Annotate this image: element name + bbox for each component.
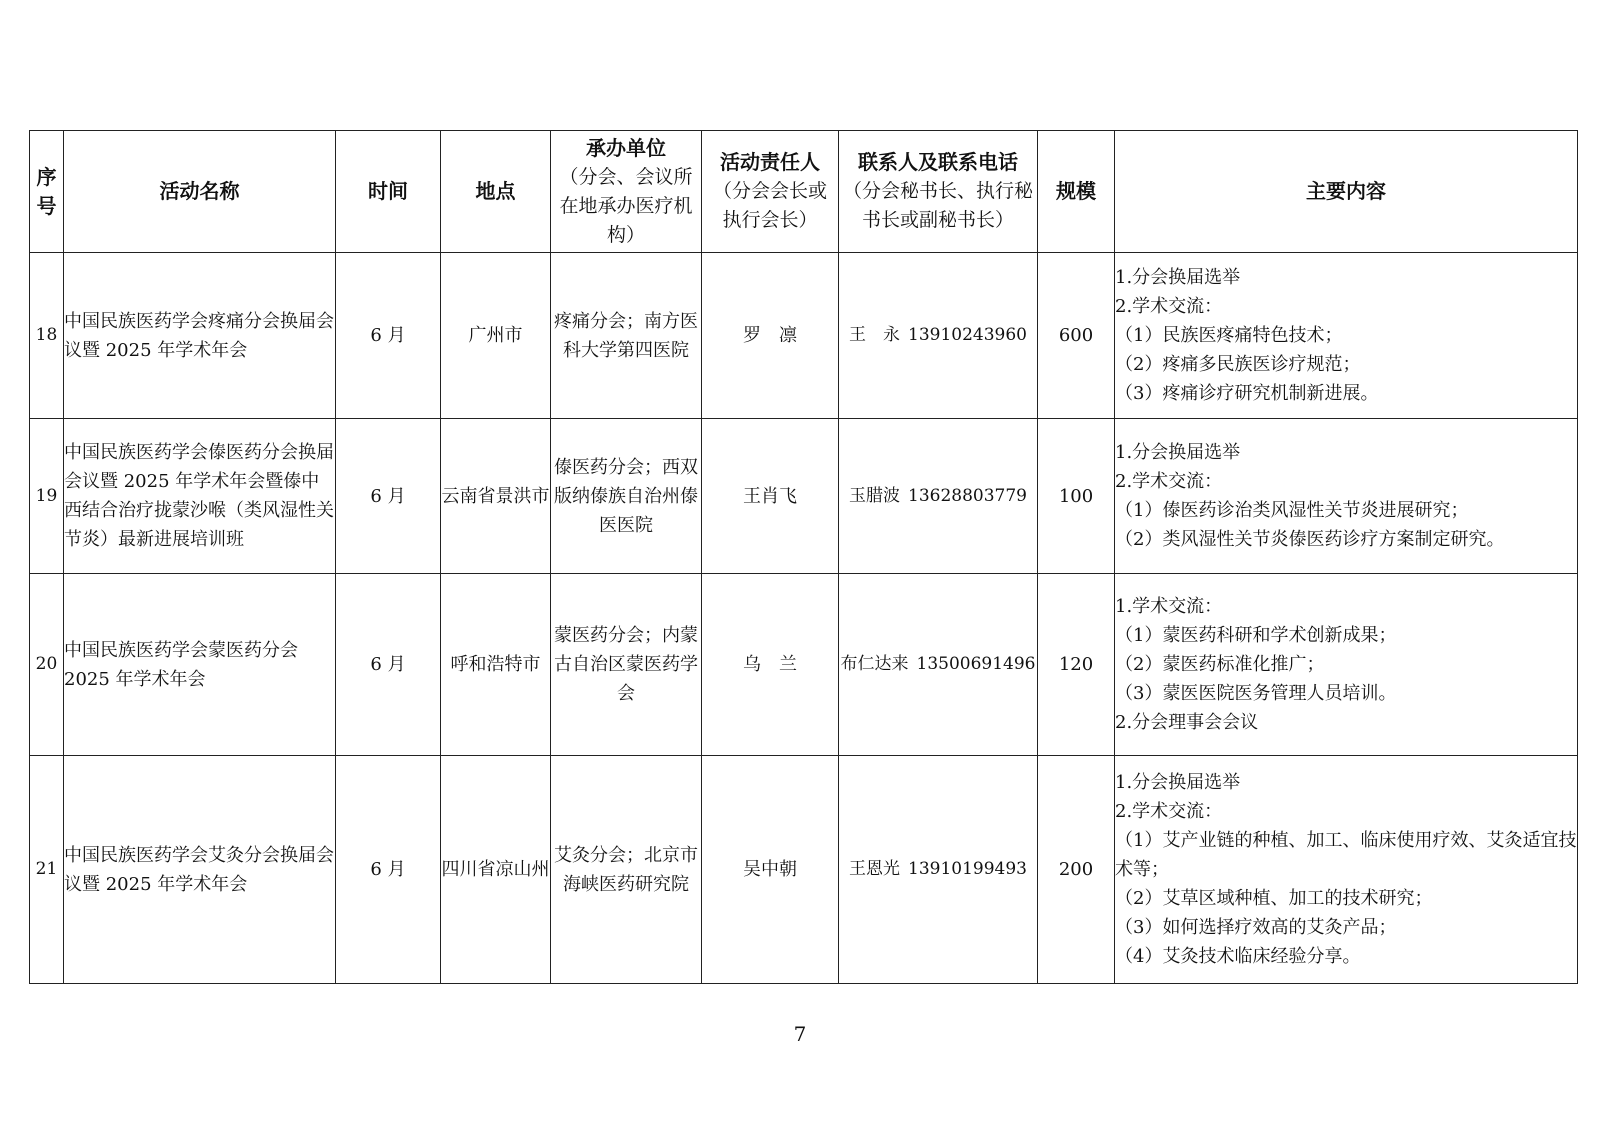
- row-number: 20: [30, 574, 64, 756]
- header-contact-title: 联系人及联系电话: [858, 150, 1018, 174]
- header-content: 主要内容: [1115, 131, 1578, 253]
- content-line: 1.学术交流：: [1115, 596, 1223, 617]
- contact-info: [839, 574, 1038, 756]
- content-line: （3）如何选择疗效高的艾灸产品；: [1115, 917, 1397, 938]
- page-number: 7: [793, 1022, 807, 1046]
- contact-name: 王 永: [849, 325, 900, 345]
- activity-place: 呼和浩特市: [441, 574, 551, 756]
- responsible-person: 乌 兰: [702, 574, 839, 756]
- header-place: 地点: [441, 131, 551, 253]
- header-contact: [839, 131, 1038, 253]
- activity-time: 6 月: [336, 253, 441, 419]
- activity-place: 四川省凉山州: [441, 756, 551, 984]
- activity-time: 6 月: [336, 756, 441, 984]
- content-line: （1）艾产业链的种植、加工、临床使用疗效、艾灸适宜技术等；: [1115, 830, 1577, 880]
- content-line: （1）蒙医药科研和学术创新成果；: [1115, 625, 1397, 646]
- activity-scale: 200: [1038, 756, 1115, 984]
- activity-time: 6 月: [336, 574, 441, 756]
- header-leader-title: 活动责任人: [720, 150, 820, 174]
- main-content: [1115, 756, 1578, 984]
- header-name: 活动名称: [64, 131, 336, 253]
- header-row: [30, 131, 1578, 253]
- table-row: [30, 253, 1578, 419]
- responsible-person: 王肖飞: [702, 419, 839, 574]
- content-line: （2）类风湿性关节炎傣医药诊疗方案制定研究。: [1115, 529, 1505, 550]
- content-line: 2.学术交流：: [1115, 801, 1223, 822]
- responsible-person: 罗 凛: [702, 253, 839, 419]
- main-content: [1115, 419, 1578, 574]
- row-number: 18: [30, 253, 64, 419]
- activity-name: 中国民族医药学会蒙医药分会 2025 年学术年会: [64, 574, 336, 756]
- header-leader: [702, 131, 839, 253]
- contact-phone: 13500691496: [916, 654, 1036, 674]
- activity-name: 中国民族医药学会疼痛分会换届会议暨 2025 年学术年会: [64, 253, 336, 419]
- activity-time: 6 月: [336, 419, 441, 574]
- content-line: 1.分会换届选举: [1115, 442, 1241, 463]
- activity-scale: 100: [1038, 419, 1115, 574]
- activity-scale: 600: [1038, 253, 1115, 419]
- activity-place: 广州市: [441, 253, 551, 419]
- activity-name: 中国民族医药学会傣医药分会换届会议暨 2025 年学术年会暨傣中西结合治疗拢蒙沙喉（类风湿性关节炎）最新进展培训班: [64, 419, 336, 574]
- header-leader-note: （分会会长或执行会长）: [712, 180, 827, 231]
- content-line: （3）蒙医医院医务管理人员培训。: [1115, 683, 1397, 704]
- document-page: [29, 130, 1577, 984]
- contact-info: [839, 756, 1038, 984]
- host-organization: 艾灸分会；北京市海峡医药研究院: [551, 756, 702, 984]
- host-organization: 傣医药分会；西双版纳傣族自治州傣医医院: [551, 419, 702, 574]
- header-contact-note: （分会秘书长、执行秘书长或副秘书长）: [843, 180, 1034, 231]
- content-line: （3）疼痛诊疗研究机制新进展。: [1115, 383, 1379, 404]
- header-org: [551, 131, 702, 253]
- content-line: 1.分会换届选举: [1115, 772, 1241, 793]
- main-content: [1115, 253, 1578, 419]
- activity-name: 中国民族医药学会艾灸分会换届会议暨 2025 年学术年会: [64, 756, 336, 984]
- content-line: （4）艾灸技术临床经验分享。: [1115, 946, 1361, 967]
- header-no: 序号: [30, 131, 64, 253]
- table-row: [30, 756, 1578, 984]
- responsible-person: 吴中朝: [702, 756, 839, 984]
- main-content: [1115, 574, 1578, 756]
- content-line: 2.分会理事会会议: [1115, 712, 1259, 733]
- host-organization: 蒙医药分会；内蒙古自治区蒙医药学会: [551, 574, 702, 756]
- header-time: 时间: [336, 131, 441, 253]
- header-org-note: （分会、会议所在地承办医疗机构）: [559, 165, 693, 246]
- contact-name: 布仁达来: [840, 654, 909, 674]
- header-org-title: 承办单位: [586, 135, 666, 160]
- contact-name: 王恩光: [849, 859, 900, 879]
- contact-phone: 13910199493: [908, 859, 1027, 879]
- row-number: 19: [30, 419, 64, 574]
- activity-place: 云南省景洪市: [441, 419, 551, 574]
- contact-info: [839, 419, 1038, 574]
- content-line: （2）蒙医药标准化推广；: [1115, 654, 1325, 675]
- content-line: 2.学术交流：: [1115, 296, 1223, 317]
- content-line: （2）疼痛多民族医诊疗规范；: [1115, 354, 1361, 375]
- contact-name: 玉腊波: [849, 485, 900, 506]
- contact-phone: 13628803779: [908, 485, 1027, 506]
- contact-phone: 13910243960: [908, 325, 1027, 345]
- activity-table: [29, 130, 1578, 984]
- row-number: 21: [30, 756, 64, 984]
- contact-info: [839, 253, 1038, 419]
- header-scale: 规模: [1038, 131, 1115, 253]
- host-organization: 疼痛分会；南方医科大学第四医院: [551, 253, 702, 419]
- content-line: （2）艾草区域种植、加工的技术研究；: [1115, 888, 1433, 909]
- table-row: [30, 419, 1578, 574]
- content-line: 2.学术交流：: [1115, 471, 1223, 492]
- content-line: 1.分会换届选举: [1115, 267, 1241, 288]
- table-row: [30, 574, 1578, 756]
- activity-scale: 120: [1038, 574, 1115, 756]
- content-line: （1）傣医药诊治类风湿性关节炎进展研究；: [1115, 500, 1469, 521]
- content-line: （1）民族医疼痛特色技术；: [1115, 325, 1343, 346]
